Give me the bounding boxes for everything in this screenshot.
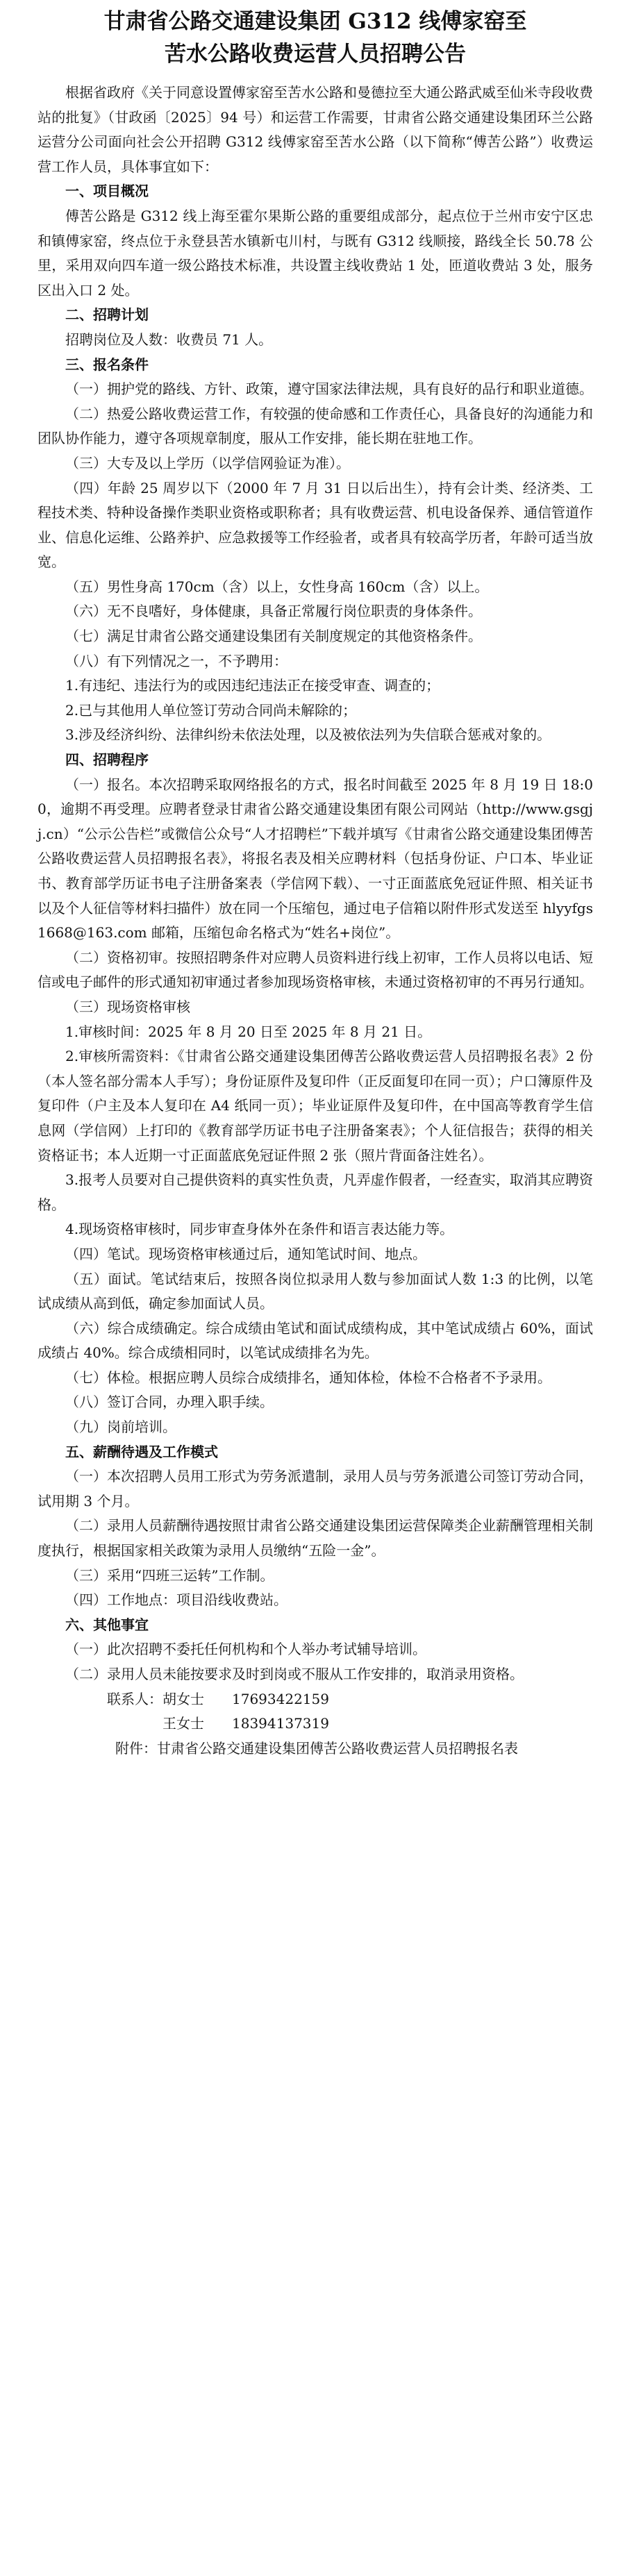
section-paragraph: （一）本次招聘人员用工形式为劳务派遣制，录用人员与劳务派遣公司签订劳动合同，试用期 3 个月。: [38, 1468, 593, 1509]
section-paragraph: 招聘岗位及人数：收费员 71 人。: [65, 331, 273, 348]
section-paragraph: 3.报考人员要对自己提供资料的真实性负责，凡弄虚作假者，一经查实，取消其应聘资格。: [38, 1171, 593, 1213]
section-heading: 五、薪酬待遇及工作模式: [65, 1443, 218, 1460]
section-heading: 一、项目概况: [65, 183, 149, 200]
section-paragraph: 傅苦公路是 G312 线上海至霍尔果斯公路的重要组成部分，起点位于兰州市安宁区忠和镇傅家窑，终点位于永登县苦水镇新屯川村，与既有 G312 线顺接，路线全长 50.78 公里，采用双向四车道一级公路技术标准，共设置主线收费站 1 处，匝道收费站 3 处，服务区出入口 2 处。: [38, 207, 593, 299]
section-paragraph: 4.现场资格审核时，同步审查身体外在条件和语言表达能力等。: [65, 1221, 454, 1238]
section-paragraph: （六）无不良嗜好，身体健康，具备正常履行岗位职责的身体条件。: [65, 603, 482, 620]
section-paragraph: （八）有下列情况之一，不予聘用：: [65, 652, 288, 669]
attachment-block: [38, 1737, 593, 1762]
section-paragraph: （三）采用“四班三运转”工作制。: [65, 1566, 274, 1584]
contact-phone: 18394137319: [232, 1715, 329, 1732]
contact-phone: 17693422159: [232, 1690, 329, 1707]
attachment-label: 附件：: [115, 1739, 157, 1757]
section-paragraph: 3.涉及经济纠纷、法律纠纷未依法处理，以及被依法列为失信联合惩戒对象的。: [65, 726, 551, 744]
announcement-body: [38, 179, 593, 1687]
section-paragraph: （二）录用人员薪酬待遇按照甘肃省公路交通建设集团运营保障类企业薪酬管理相关制度执行，根据国家相关政策为录用人员缴纳“五险一金”。: [38, 1517, 593, 1559]
contact-name: 胡女士: [162, 1690, 204, 1707]
section-paragraph: （二）热爱公路收费运营工作，有较强的使命感和工作责任心，具备良好的沟通能力和团队协作能力，遵守各项规章制度，服从工作安排，能长期在驻地工作。: [38, 405, 593, 447]
section-paragraph: 1.审核时间：2025 年 8 月 20 日至 2025 年 8 月 21 日。: [65, 1023, 432, 1040]
contact-row: [38, 1712, 593, 1737]
section-paragraph: （五）男性身高 170cm（含）以上，女性身高 160cm（含）以上。: [65, 578, 489, 595]
contact-block: [38, 1687, 593, 1737]
section-paragraph: （九）岗前培训。: [65, 1419, 176, 1436]
section-paragraph: （四）工作地点：项目沿线收费站。: [65, 1591, 288, 1609]
section-paragraph: （一）此次招聘不委托任何机构和个人举办考试辅导培训。: [65, 1641, 426, 1658]
intro-paragraph: 根据省政府《关于同意设置傅家窑至苦水公路和曼德拉至大通公路武威至仙米寺段收费站的批复》（甘政函〔2025〕94 号）和运营工作需要，甘肃省公路交通建设集团环兰公路运营分公司面向社会公开招聘 G312 线傅家窑至苦水公路（以下简称“傅苦公路”）收费运营工作人员，具体事宜如下：: [38, 84, 593, 175]
section-heading: 四、招聘程序: [65, 751, 149, 769]
section-paragraph: （三）现场资格审核: [65, 998, 190, 1015]
section-paragraph: 2.审核所需资料：《甘肃省公路交通建设集团傅苦公路收费运营人员招聘报名表》2 份（本人签名部分需本人手写）；身份证原件及复印件（正反面复印在同一页）；户口簿原件及复印件（户主及本人复印在 A4 纸同一页）；毕业证原件及复印件，在中国高等教育学生信息网（学信网）上打印的《教育部学历证书电子注册备案表》；个人征信报告；获得的相关资格证书；本人近期一寸正面蓝底免冠证件照 2 张（照片背面备注姓名）。: [38, 1048, 593, 1164]
section-heading: 二、招聘计划: [65, 306, 149, 324]
section-paragraph: 1.有违纪、违法行为的或因违纪违法正在接受审查、调查的；: [65, 677, 440, 694]
section-paragraph: （二）资格初审。按照招聘条件对应聘人员资料进行线上初审，工作人员将以电话、短信或电子邮件的形式通知初审通过者参加现场资格审核，未通过资格初审的不再另行通知。: [38, 948, 593, 991]
section-paragraph: （七）满足甘肃省公路交通建设集团有关制度规定的其他资格条件。: [65, 628, 482, 645]
contact-name: 王女士: [162, 1715, 204, 1732]
contact-label: 联系人：: [107, 1690, 162, 1707]
section-paragraph: （二）录用人员未能按要求及时到岗或不服从工作安排的，取消录用资格。: [65, 1666, 524, 1682]
section-paragraph: （四）笔试。现场资格审核通过后，通知笔试时间、地点。: [65, 1245, 426, 1262]
section-paragraph: （一）拥护党的路线、方针、政策，遵守国家法律法规，具有良好的品行和职业道德。: [65, 380, 593, 398]
attachment-text: 甘肃省公路交通建设集团傅苦公路收费运营人员招聘报名表: [157, 1739, 518, 1757]
page-title: [38, 6, 593, 71]
section-paragraph: （一）报名。本次招聘采取网络报名的方式，报名时间截至 2025 年 8 月 19 日 18:00，逾期不再受理。应聘者登录甘肃省公路交通建设集团有限公司网站（http://www.gsgjj.cn）“公示公告栏”或微信公众号“人才招聘栏”下载并填写《甘肃省公路交通建设集团傅苦公路收费运营人员招聘报名表》，将报名表及相关应聘材料（包括身份证、户口本、毕业证书、教育部学历证书电子注册备案表（学信网下载）、一寸正面蓝底免冠证件照、相关证书以及个人征信等材料扫描件）放在同一个压缩包，通过电子信箱以附件形式发送至 hlyyfgs1668@163.com 邮箱，压缩包命名格式为“姓名+岗位”。: [38, 776, 593, 942]
section-paragraph: （五）面试。笔试结束后，按照各岗位拟录用人数与参加面试人数 1:3 的比例，以笔试成绩从高到低，确定参加面试人员。: [38, 1270, 593, 1312]
section-paragraph: （四）年龄 25 周岁以下（2000 年 7 月 31 日以后出生），持有会计类、经济类、工程技术类、特种设备操作类职业资格或职称者；具有收费运营、机电设备保养、通信管道作业、信息化运维、公路养护、应急救援等工作经验者，或者具有较高学历者，年龄可适当放宽。: [38, 479, 593, 571]
contact-row: [38, 1687, 593, 1712]
section-paragraph: （八）签订合同，办理入职手续。: [65, 1394, 274, 1411]
section-heading: 六、其他事宜: [65, 1616, 149, 1633]
section-paragraph: 2.已与其他用人单位签订劳动合同尚未解除的；: [65, 701, 357, 719]
title-line-2: 苦水公路收费运营人员招聘公告: [165, 42, 466, 67]
title-line-1: 甘肃省公路交通建设集团 G312 线傅家窑至: [103, 9, 527, 34]
section-paragraph: （三）大专及以上学历（以学信网验证为准）。: [65, 454, 350, 471]
section-heading: 三、报名条件: [65, 356, 149, 373]
section-paragraph: （六）综合成绩确定。综合成绩由笔试和面试成绩构成，其中笔试成绩占 60%，面试成绩占 40%。综合成绩相同时，以笔试成绩排名为先。: [38, 1319, 593, 1362]
section-paragraph: （七）体检。根据应聘人员综合成绩排名，通知体检，体检不合格者不予录用。: [65, 1369, 551, 1386]
contact-label-spacer: [38, 1712, 162, 1737]
